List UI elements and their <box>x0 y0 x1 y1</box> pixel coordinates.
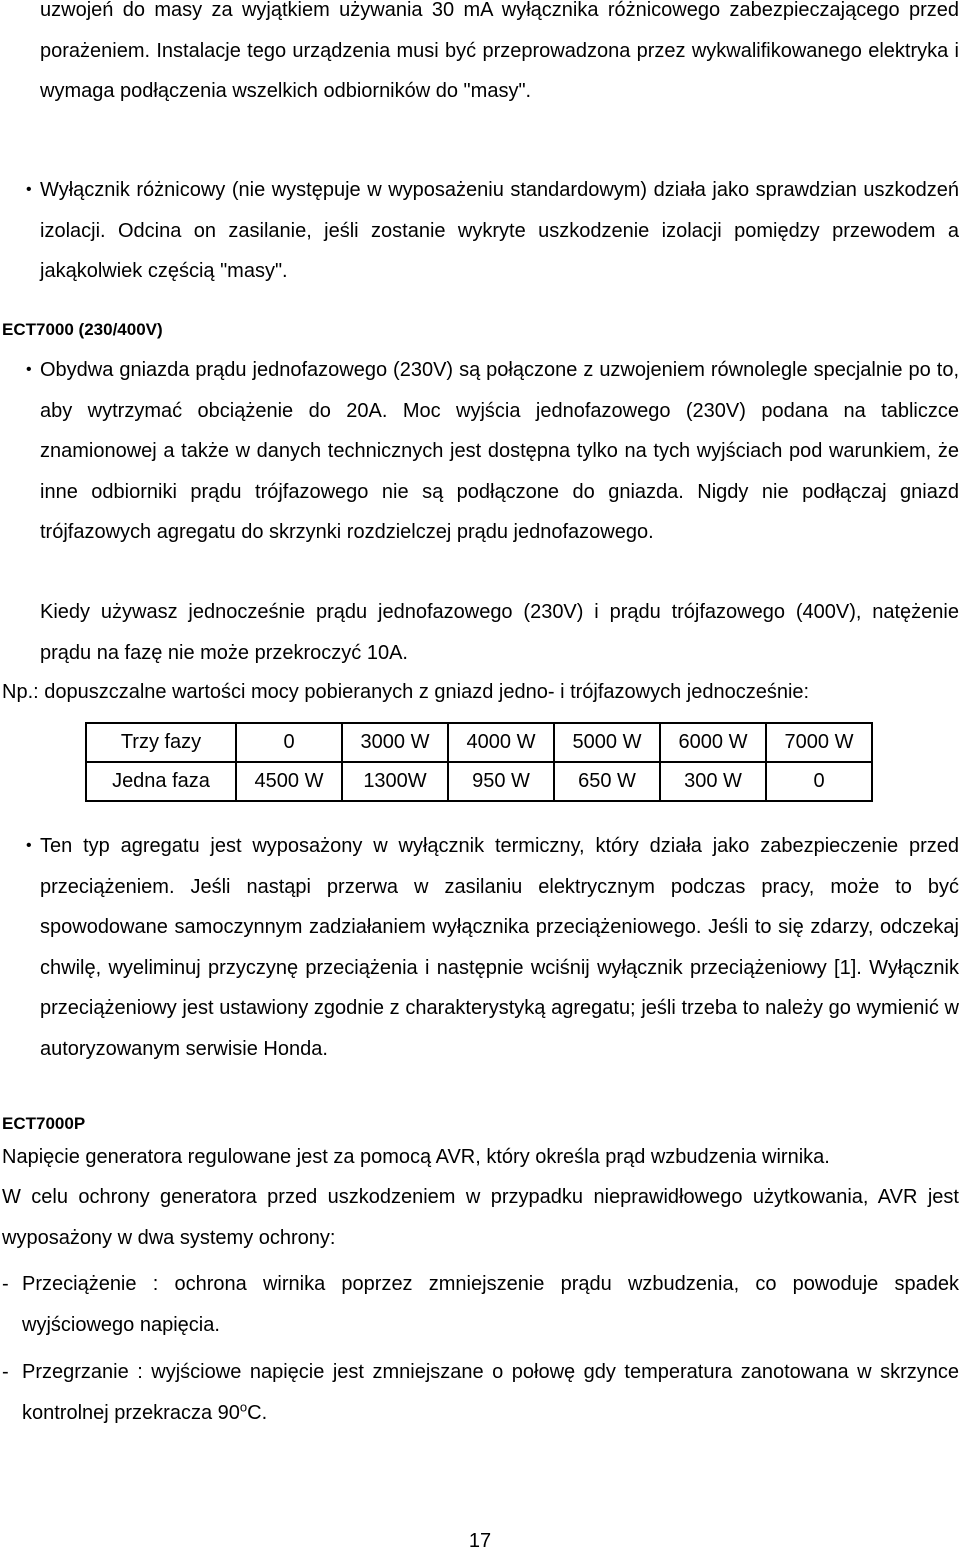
intro-paragraph: uzwojeń do masy za wyjątkiem używania 30 mA wyłącznika różnicowego zabezpieczającego przed porażeniem. Instalacje tego urządzenia musi być przeprowadzona przez wykwalifikowanego elektryka i wymaga podłączenia wszelkich odbiorników do "masy". <box>40 0 959 102</box>
table-cell: 0 <box>766 762 872 801</box>
table-cell: Jedna faza <box>86 762 236 801</box>
section-heading-ect7000p: ECT7000P <box>2 1114 86 1133</box>
table-cell: 300 W <box>660 762 766 801</box>
page-number: 17 <box>468 1530 492 1552</box>
bullet-marker: • <box>26 837 32 854</box>
table-cell: 950 W <box>448 762 554 801</box>
bullet-marker: • <box>26 361 32 378</box>
table-cell: 3000 W <box>342 723 448 762</box>
table-cell: 0 <box>236 723 342 762</box>
avr-paragraph-1: Napięcie generatora regulowane jest za pomocą AVR, który określa prąd wzbudzenia wirnika. <box>2 1146 830 1168</box>
dash-marker: - <box>2 1273 9 1295</box>
table-cell: 1300W <box>342 762 448 801</box>
bullet-marker: • <box>26 181 32 198</box>
section-heading-ect7000: ECT7000 (230/400V) <box>2 320 163 339</box>
power-table <box>85 722 873 802</box>
table-cell: 4000 W <box>448 723 554 762</box>
table-cell: 7000 W <box>766 723 872 762</box>
table-cell: 5000 W <box>554 723 660 762</box>
degree-superscript: o <box>239 1399 248 1415</box>
protection-overload: Przeciążenie : ochrona wirnika poprzez zmniejszenie prądu wzbudzenia, co powoduje spadek wyjściowego napięcia. <box>22 1273 959 1336</box>
table-cell: 650 W <box>554 762 660 801</box>
dash-marker: - <box>2 1361 9 1383</box>
table-cell: 6000 W <box>660 723 766 762</box>
table-row <box>86 762 872 801</box>
table-cell: 4500 W <box>236 762 342 801</box>
bullet-sockets-paragraph-2: Kiedy używasz jednocześnie prądu jednofazowego (230V) i prądu trójfazowego (400V), natężenie prądu na fazę nie może przekroczyć 10A. <box>40 601 959 664</box>
bullet-differential-switch: Wyłącznik różnicowy (nie występuje w wyposażeniu standardowym) działa jako sprawdzian uszkodzeń izolacji. Odcina on zasilanie, jeśli zostanie wykryte uszkodzenie izolacji pomiędzy przewodem a jakąkolwiek częścią "masy". <box>40 179 959 282</box>
avr-paragraph-2: W celu ochrony generatora przed uszkodzeniem w przypadku nieprawidłowego użytkowania, AVR jest wyposażony w dwa systemy ochrony: <box>2 1186 959 1249</box>
bullet-thermal-switch: Ten typ agregatu jest wyposażony w wyłącznik termiczny, który działa jako zabezpieczenie przed przeciążeniem. Jeśli nastąpi przerwa w zasilaniu elektrycznym podczas pracy, może to być spowodowane samoczynnym zadziałaniem wyłącznika przeciążeniowego. Jeśli to się zdarzy, odczekaj chwilę, wyeliminuj przyczynę przeciążenia i następnie wciśnij wyłącznik przeciążeniowy [1]. Wyłącznik przeciążeniowy jest ustawiony zgodnie z charakterystyką agregatu; jeśli trzeba to należy go wymienić w autoryzowanym serwisie Honda. <box>40 835 959 1060</box>
protection-overheat-text: Przegrzanie : wyjściowe napięcie jest zmniejszane o połowę gdy temperatura zanotowana w skrzynce kontrolnej przekracza 90 <box>22 1361 959 1424</box>
protection-overheat <box>22 1352 959 1434</box>
temperature-unit: C. <box>247 1402 268 1424</box>
table-row <box>86 723 872 762</box>
example-line: Np.: dopuszczalne wartości mocy pobieranych z gniazd jedno- i trójfazowych jednocześnie: <box>2 681 810 703</box>
bullet-sockets-paragraph-1: Obydwa gniazda prądu jednofazowego (230V) są połączone z uzwojeniem równolegle specjalnie po to, aby wytrzymać obciążenie do 20A. Moc wyjścia jednofazowego (230V) podana na tabliczce znamionowej a także w danych technicznych jest dostępna tylko na tych wyjściach pod warunkiem, że inne odbiorniki prądu trójfazowego nie są podłączone do gniazda. Nigdy nie podłączaj gniazd trójfazowych agregatu do skrzynki rozdzielczej prądu jednofazowego. <box>40 359 959 543</box>
table-cell: Trzy fazy <box>86 723 236 762</box>
